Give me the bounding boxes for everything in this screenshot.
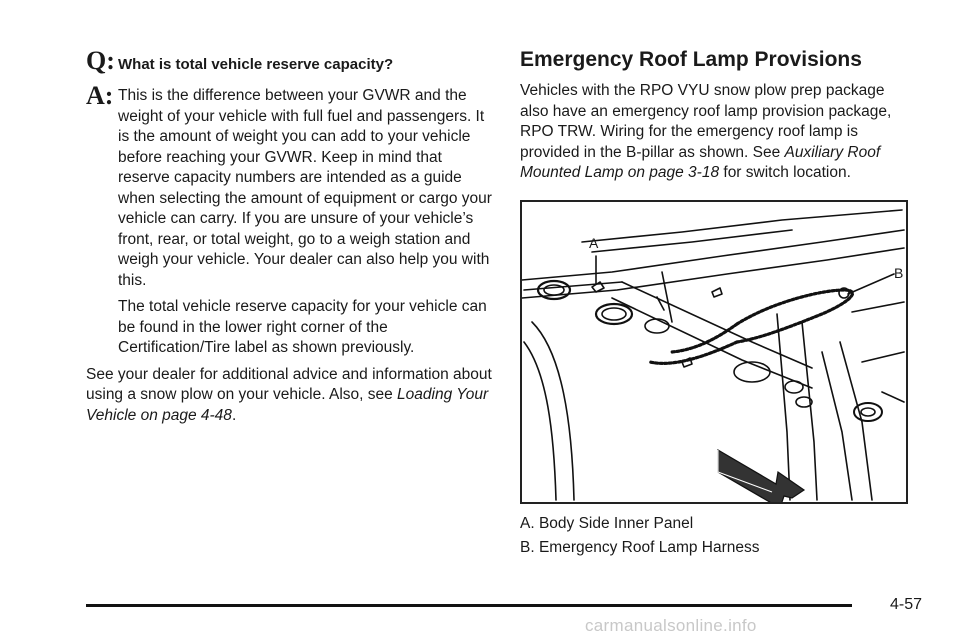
footer-rule [86, 604, 852, 607]
advice-end: . [231, 406, 237, 424]
question-marker: Q: [86, 46, 115, 75]
watermark: carmanualsonline.info [585, 616, 757, 635]
roof-structure-drawing [522, 202, 906, 502]
direction-arrow-icon [718, 450, 804, 502]
figure-caption [520, 514, 916, 559]
page-number: 4-57 [890, 596, 923, 613]
section-title: Emergency Roof Lamp Provisions [520, 48, 862, 71]
caption-b: B. Emergency Roof Lamp Harness [520, 539, 760, 556]
roof-lamp-illustration [520, 200, 908, 504]
advice-paragraph [86, 365, 494, 427]
answer-marker: A: [86, 81, 114, 110]
answer-paragraph-2: The total vehicle reserve capacity for your vehicle can be found in the lower right corner of the Certification/Tire label as shown previously. [118, 298, 487, 356]
answer-block [86, 83, 494, 291]
section-body [520, 81, 916, 184]
caption-a: A. Body Side Inner Panel [520, 514, 694, 532]
question-text: What is total vehicle reserve capacity? [118, 56, 394, 73]
figure-label-a: A [589, 234, 599, 251]
left-column [86, 48, 494, 426]
loading-vehicle-link[interactable]: Loading Your Vehicle on page 4-48 [86, 386, 489, 424]
auxiliary-lamp-link[interactable]: Auxiliary Roof Mounted Lamp on page 3-18 [520, 143, 881, 181]
figure-label-b: B [894, 264, 904, 281]
advice-text: See your dealer for additional advice and information about using a snow plow on your vehicle. Also, see [86, 365, 492, 403]
answer-paragraph-1: This is the difference between your GVWR and the weight of your vehicle with full fuel and passengers. It is the amount of weight you can add to your vehicle before reaching your GVWR. Keep in mind that reserve capacity numbers are intended as a guide when selecting the amount of equipment or cargo your vehicle can carry. If you are unsure of your vehicle’s front, rear, or total weight, go to a weigh station and weigh your vehicle. Your dealer can also help you with this. [118, 87, 492, 289]
section-body-text: Vehicles with the RPO VYU snow plow prep package also have an emergency roof lamp provision package, RPO TRW. Wiring for the emergency roof lamp is provided in the B-pillar as shown. See [520, 82, 892, 161]
section-body-end: for switch location. [719, 164, 851, 181]
question-block [86, 48, 494, 75]
right-column [520, 48, 916, 563]
